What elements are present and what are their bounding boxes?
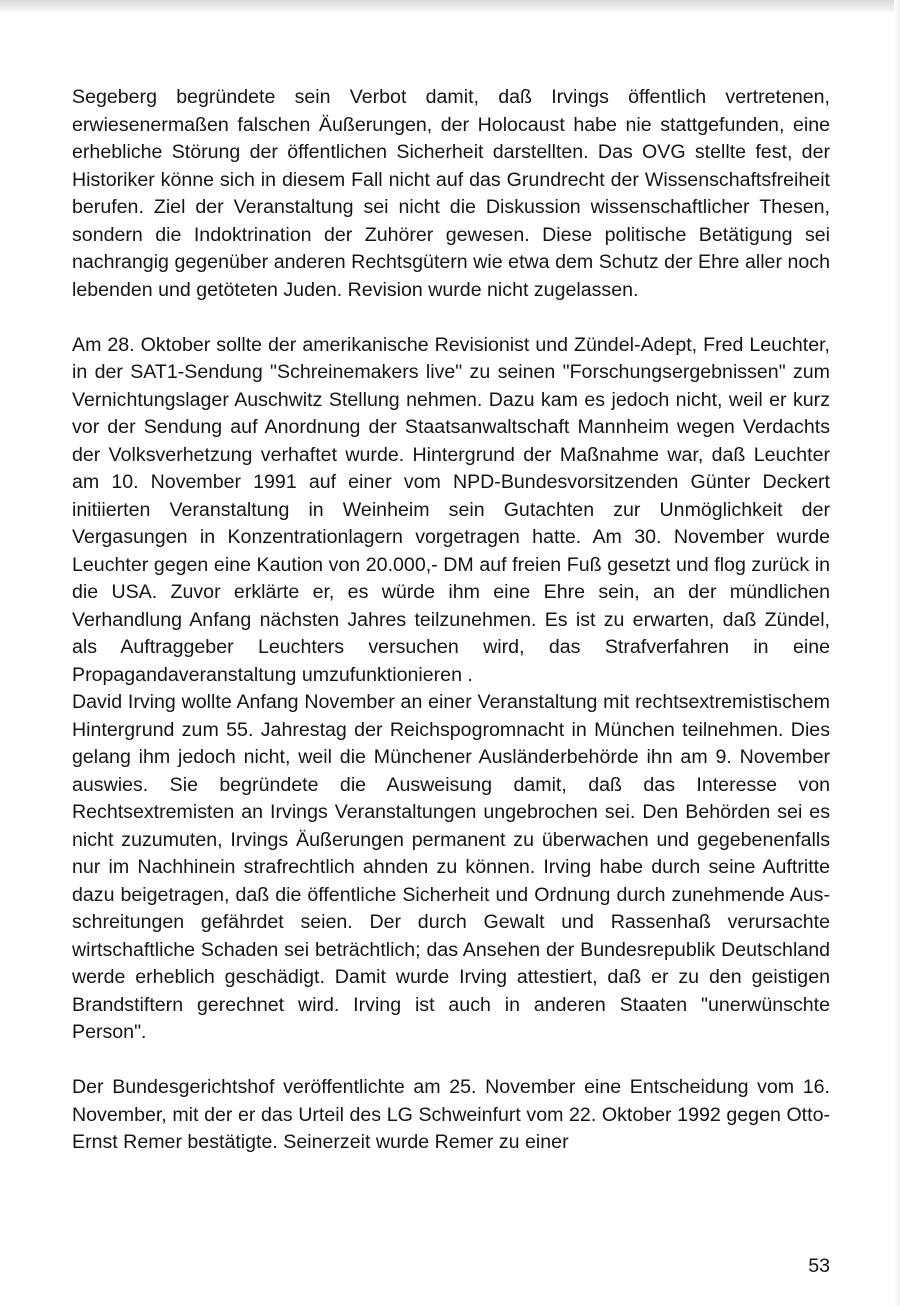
scan-right-edge xyxy=(894,0,900,1306)
paragraph-leuchter: Am 28. Oktober sollte der amerikanische Revisionist und Zündel-Adept, Fred Leuchter, in der SAT1-Sendung "Schreinemakers live" zu seinen "Forschungsergebnissen" zum Vernichtungslager Auschwitz Stellung nehmen. Dazu kam es jedoch nicht, weil er kurz vor der Sendung auf Anordnung der Staatsanwaltschaft Mannheim wegen Verdachts der Volksverhetzung verhaftet wurde. Hintergrund der Maßnahme war, daß Leuchter am 10. November 1991 auf einer vom NPD-Bundesvorsitzenden Günter Deckert initiierten Veranstaltung in Weinheim sein Gutachten zur Unmöglichkeit der Vergasungen in Konzentrationlagern vorgetragen hatte. Am 30. November wurde Leuchter gegen eine Kaution von 20.000,- DM auf freien Fuß gesetzt und flog zurück in die USA. Zuvor erklärte er, es würde ihm eine Ehre sein, an der mündlichen Verhandlung Anfang nächsten Jahres teilzunehmen. Es ist zu erwarten, daß Zündel, als Auftraggeber Leuchters versuchen wird, das Strafverfahren in eine Propagandaveranstaltung umzufunktionieren . xyxy=(72,333,830,686)
page-number: 53 xyxy=(808,1255,830,1277)
paragraph-irving-muenchen: David Irving wollte Anfang November an einer Veranstaltung mit rechtsextremistischem Hintergrund zum 55. Jahrestag der Reichspogromnacht in München teilnehmen. Dies gelang ihm jedoch nicht, weil die Münchener Ausländerbehörde ihn am 9. November auswies. Sie begründete die Ausweisung damit, daß das Interesse von Rechtsextremisten an Irvings Veranstaltungen ungebrochen sei. Den Behörden sei es nicht zuzumuten, Irvings Äußerungen permanent zu überwachen und gegebenenfalls nur im Nachhinein strafrechtlich ahnden zu können. Irving habe durch seine Auftritte dazu beigetragen, daß die öffentliche Sicherheit und Ordnung durch zunehmende Ausschreitungen gefährdet seien. Der durch Gewalt und Rassenhaß verursachte wirtschaftliche Schaden sei beträchtlich; das Ansehen der Bundesrepublik Deutschland werde erheblich geschädigt. Damit wurde Irving attestiert, daß er zu den geistigen Brandstiftern gerechnet wird. Irving ist auch in anderen Staaten "unerwünschte Person". xyxy=(72,691,830,1043)
document-page-body xyxy=(72,84,830,1157)
paragraph-segeberg-verbot: Segeberg begründete sein Verbot damit, daß Irvings öffentlich vertretenen, erwiesenermaßen falschen Äußerungen, der Holocaust habe nie stattgefunden, eine erhebliche Störung der öffentlichen Sicherheit darstellten. Das OVG stellte fest, der Historiker könne sich in diesem Fall nicht auf das Grundrecht der Wissenschaftsfreiheit berufen. Ziel der Veranstaltung sei nicht die Diskussion wissenschaftlicher Thesen, sondern die Indoktrination der Zuhörer gewesen. Diese politische Betätigung sei nachrangig gegenüber anderen Rechtsgütern wie etwa dem Schutz der Ehre aller noch lebenden und getöteten Juden. Revision wurde nicht zugelassen. xyxy=(72,86,830,301)
scan-top-edge xyxy=(0,0,900,14)
paragraph-bundesgerichtshof: Der Bundesgerichtshof veröffentlichte am 25. November eine Entscheidung vom 16. November, mit der er das Urteil des LG Schweinfurt vom 22. Oktober 1992 gegen Otto-Ernst Remer bestätigte. Seinerzeit wurde Remer zu einer xyxy=(72,1076,830,1153)
